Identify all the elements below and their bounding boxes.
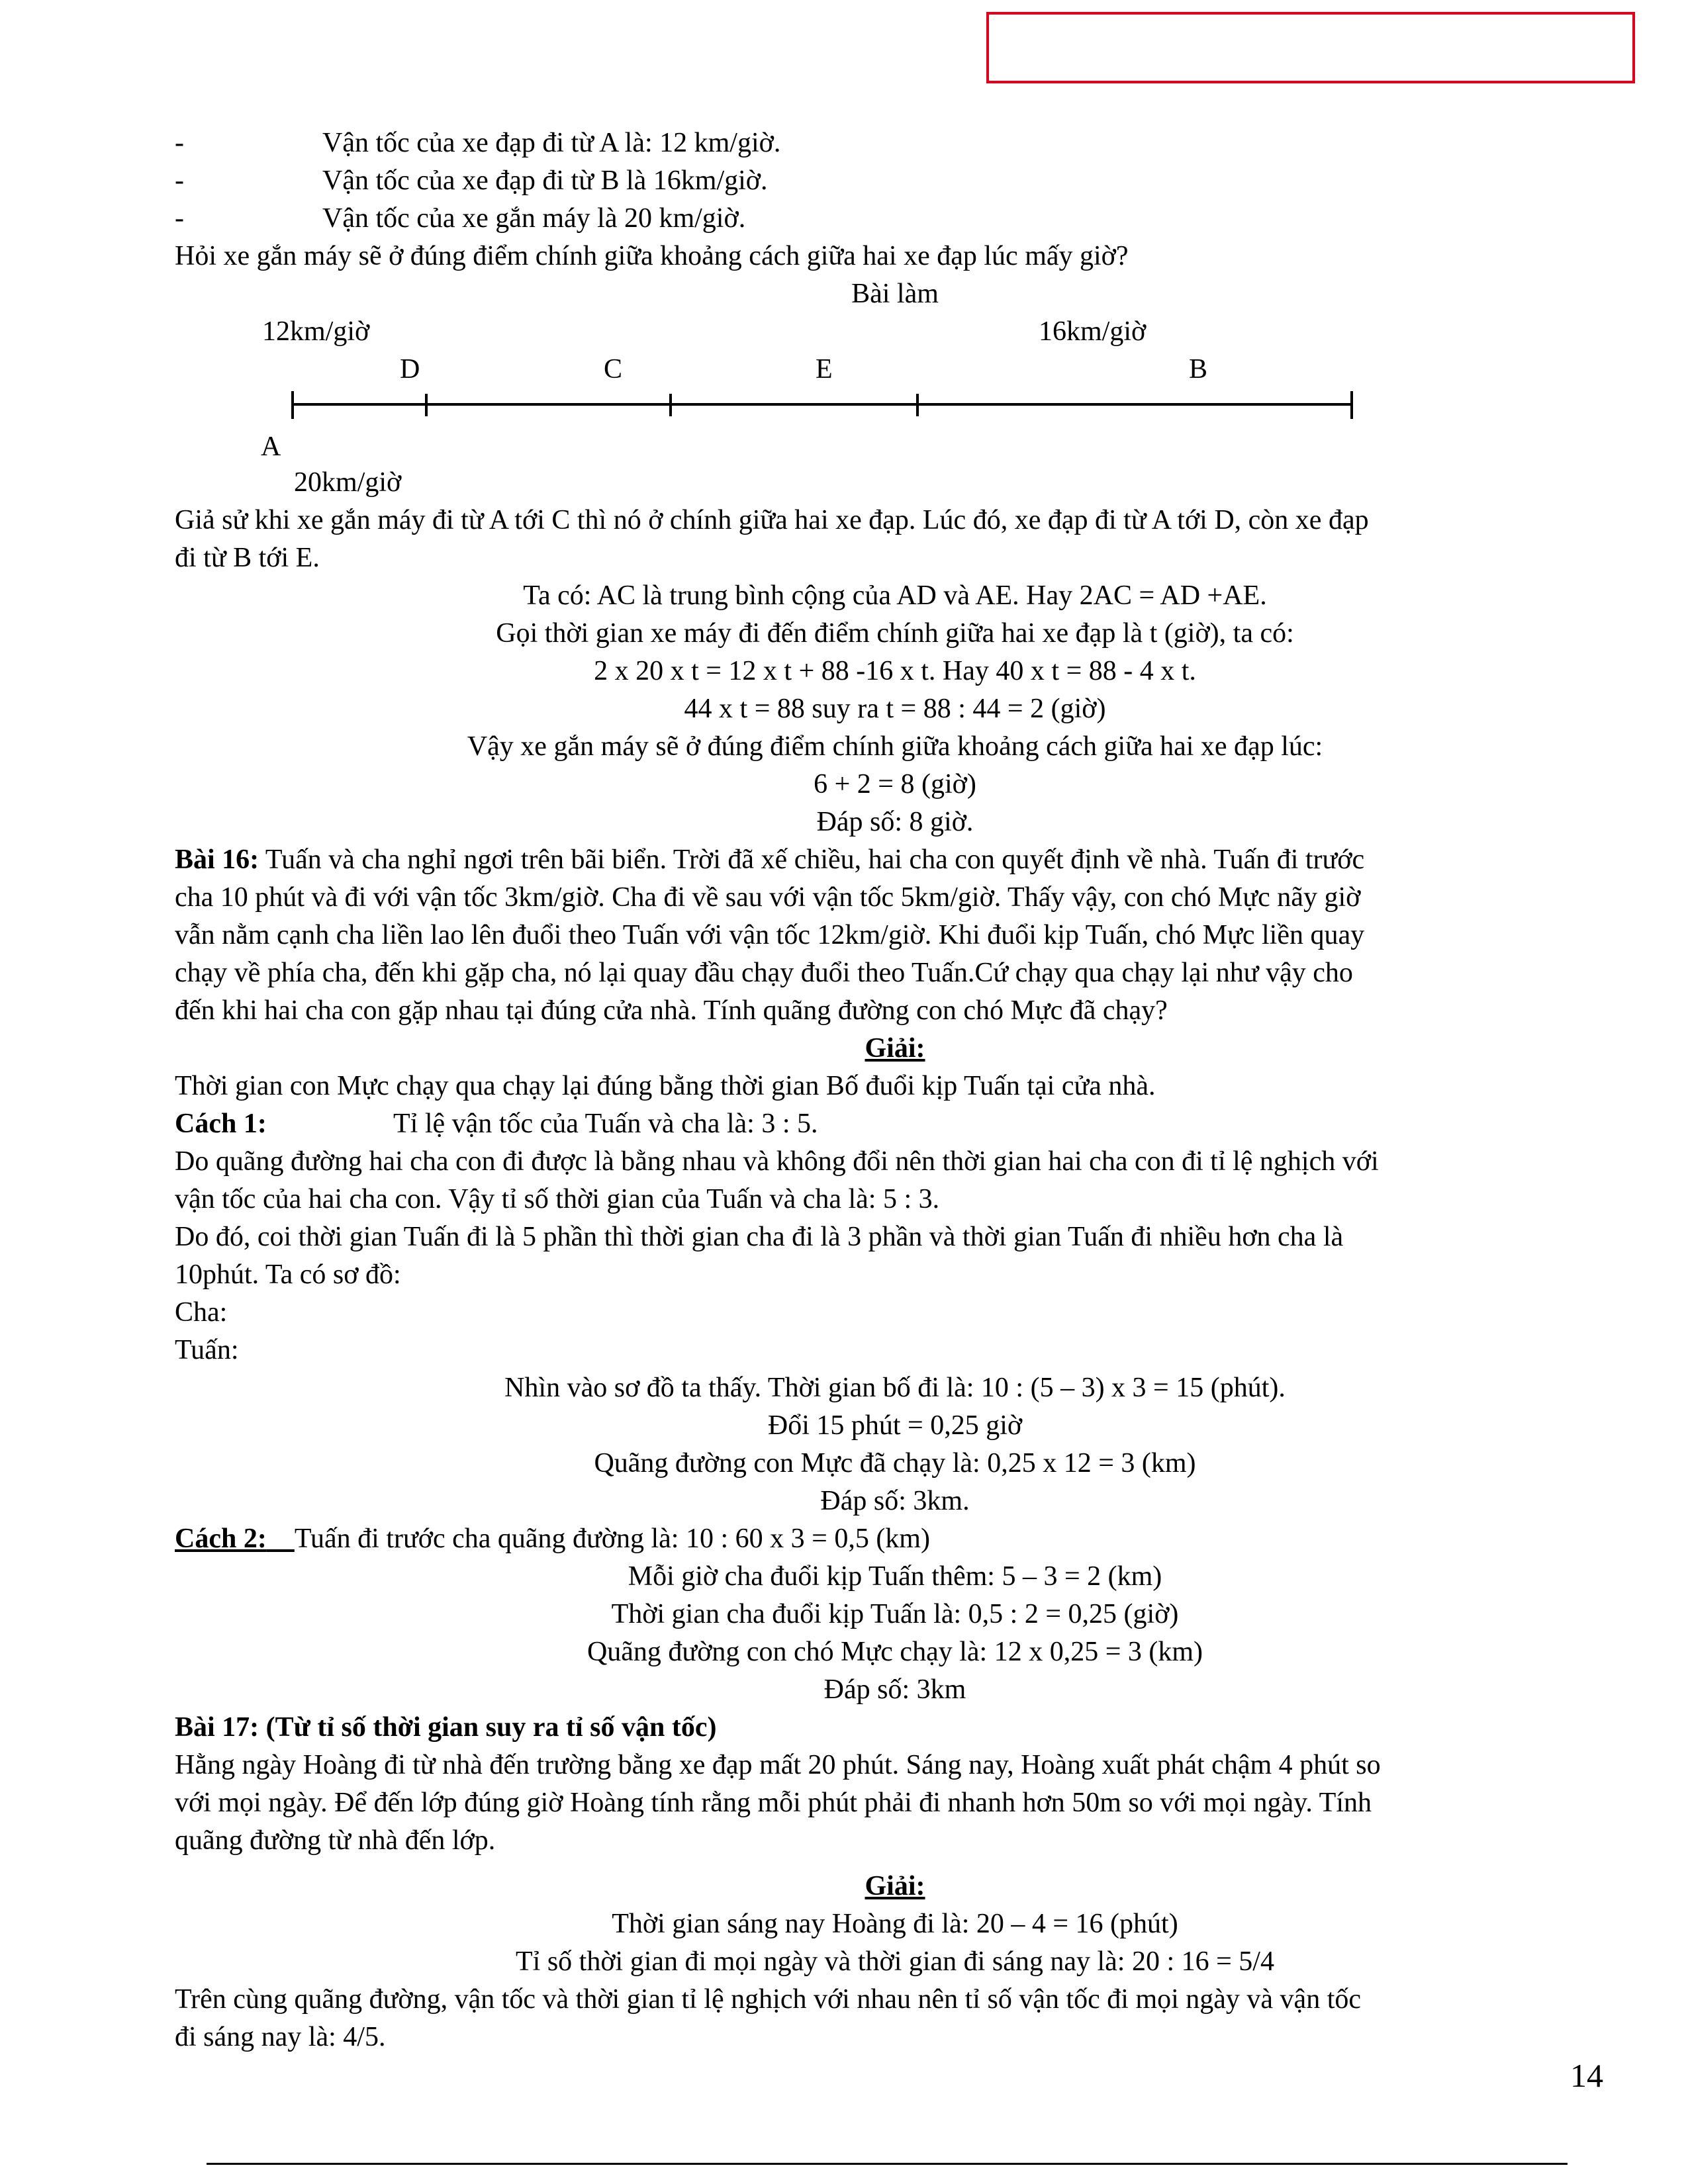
para-line: 10phút. Ta có sơ đồ: [175, 1259, 401, 1290]
page-content [175, 124, 1615, 2056]
bai16-line: cha 10 phút và đi với vận tốc 3km/giờ. Cha đi về sau với vận tốc 5km/giờ. Thấy vậy, con chó Mực nãy giờ [175, 882, 1361, 913]
tuan-label: Tuấn: [175, 1335, 239, 1365]
bai16-text: Tuấn và cha nghỉ ngơi trên bãi biển. Trời đã xế chiều, hai cha con quyết định về nhà. Tuấn đi trước [259, 844, 1365, 875]
cach2-step: Thời gian cha đuổi kịp Tuấn là: 0,5 : 2 = 0,25 (giờ) [611, 1599, 1179, 1629]
question: Hỏi xe gắn máy sẽ ở đúng điểm chính giữa khoảng cách giữa hai xe đạp lúc mấy giờ? [175, 241, 1129, 271]
bai17-final-line: đi sáng nay là: 4/5. [175, 2022, 386, 2052]
answer-line: Đáp số: 8 giờ. [816, 807, 974, 837]
cach2-step: Mỗi giờ cha đuổi kịp Tuấn thêm: 5 – 3 = 2 (km) [628, 1561, 1162, 1592]
point-b-label: B [1189, 354, 1208, 385]
giai-label: Giải: [865, 1033, 925, 1064]
cach1-step: Nhìn vào sơ đồ ta thấy. Thời gian bố đi là: 10 : (5 – 3) x 3 = 15 (phút). [504, 1373, 1286, 1403]
solution-line: 2 x 20 x t = 12 x t + 88 -16 x t. Hay 40 x t = 88 - 4 x t. [594, 656, 1196, 686]
bai17-line: Hằng ngày Hoàng đi từ nhà đến trường bằng xe đạp mất 20 phút. Sáng nay, Hoàng xuất phát chậm 4 phút so [175, 1750, 1381, 1780]
giai-heading [175, 1868, 1615, 1905]
speed-b-label: 16km/giờ [1039, 316, 1147, 347]
bai16-line [175, 841, 1615, 879]
dash-bullet: - [175, 165, 184, 196]
giai-label: Giải: [865, 1871, 925, 1901]
cach1-line [175, 1105, 1615, 1143]
solution-line: Gọi thời gian xe máy đi đến điểm chính giữa hai xe đạp là t (giờ), ta có: [496, 618, 1294, 649]
bai-lam-heading: Bài làm [851, 279, 939, 309]
intro-item [175, 162, 1615, 200]
cach2-answer: Đáp số: 3km [823, 1674, 966, 1705]
speed-a-label: 12km/giờ [262, 316, 370, 347]
bai17-line: quãng đường từ nhà đến lớp. [175, 1825, 496, 1856]
para-line: Do quãng đường hai cha con đi được là bằng nhau và không đổi nên thời gian hai cha con đi tỉ lệ nghịch với [175, 1146, 1379, 1177]
intro-item-text: Vận tốc của xe đạp đi từ A là: 12 km/giờ. [322, 128, 781, 158]
solution-line: 6 + 2 = 8 (giờ) [814, 769, 976, 799]
point-e-label: E [816, 354, 833, 385]
point-d-label: D [400, 354, 420, 385]
page-number: 14 [1570, 2057, 1603, 2094]
speed-moto-label: 20km/giờ [294, 467, 402, 498]
cach1-label: Cách 1: [175, 1109, 267, 1139]
bai17-final-line: Trên cùng quãng đường, vận tốc và thời gian tỉ lệ nghịch với nhau nên tỉ số vận tốc đi mọi ngày và vận tốc [175, 1984, 1362, 2015]
cach1-answer: Đáp số: 3km. [820, 1486, 970, 1516]
intro-item-text: Vận tốc của xe đạp đi từ B là 16km/giờ. [322, 165, 768, 196]
segment-line [175, 313, 1366, 445]
cha-label: Cha: [175, 1297, 228, 1328]
cach2-label [175, 1520, 295, 1558]
solution-line: Vậy xe gắn máy sẽ ở đúng điểm chính giữa khoảng cách giữa hai xe đạp lúc: [467, 731, 1323, 762]
bai17-line: với mọi ngày. Để đến lớp đúng giờ Hoàng tính rằng mỗi phút phải đi nhanh hơn 50m so với mọi ngày. Tính [175, 1788, 1372, 1818]
distance-diagram [175, 313, 1615, 502]
bai16-label: Bài 16: [175, 844, 259, 875]
para-line: Do đó, coi thời gian Tuấn đi là 5 phần thì thời gian cha đi là 3 phần và thời gian Tuấn đi nhiều hơn cha là [175, 1222, 1344, 1252]
cach1-text: Tỉ lệ vận tốc của Tuấn và cha là: 3 : 5. [393, 1109, 818, 1139]
header-box [986, 12, 1635, 83]
point-a-label: A [261, 432, 281, 462]
solution-line: 44 x t = 88 suy ra t = 88 : 44 = 2 (giờ) [684, 694, 1106, 724]
bai16-intro: Thời gian con Mực chạy qua chạy lại đúng bằng thời gian Bố đuổi kịp Tuấn tại cửa nhà. [175, 1071, 1156, 1101]
bai17-title: Bài 17: (Từ tỉ số thời gian suy ra tỉ số vận tốc) [175, 1712, 717, 1743]
bai16-line: vẫn nằm cạnh cha liền lao lên đuổi theo Tuấn với vận tốc 12km/giờ. Khi đuổi kịp Tuấn, chó Mực liền quay [175, 920, 1365, 950]
giai-heading [175, 1030, 1615, 1068]
para-line: vận tốc của hai cha con. Vậy tỉ số thời gian của Tuấn và cha là: 5 : 3. [175, 1184, 940, 1214]
cach2-label-text: Cách 2: [175, 1524, 267, 1554]
dash-bullet: - [175, 128, 184, 158]
footer-rule [207, 2163, 1568, 2165]
cach2-line [175, 1520, 1615, 1558]
bai16-line: chạy về phía cha, đến khi gặp cha, nó lại quay đầu chạy đuổi theo Tuấn.Cứ chạy qua chạy lại như vậy cho [175, 958, 1353, 988]
intro-item [175, 124, 1615, 162]
cach2-step: Quãng đường con chó Mực chạy là: 12 x 0,25 = 3 (km) [586, 1637, 1203, 1667]
cach1-step: Quãng đường con Mực đã chạy là: 0,25 x 12 = 3 (km) [594, 1448, 1196, 1479]
bai16-line: đến khi hai cha con gặp nhau tại đúng cửa nhà. Tính quãng đường con chó Mực đã chạy? [175, 995, 1168, 1026]
cach1-step: Đổi 15 phút = 0,25 giờ [767, 1410, 1023, 1441]
intro-item-text: Vận tốc của xe gắn máy là 20 km/giờ. [322, 203, 746, 234]
dash-bullet: - [175, 203, 184, 234]
bai17-step: Tỉ số thời gian đi mọi ngày và thời gian đi sáng nay là: 20 : 16 = 5/4 [516, 1946, 1274, 1977]
point-c-label: C [604, 354, 623, 385]
bai17-step: Thời gian sáng nay Hoàng đi là: 20 – 4 = 16 (phút) [612, 1909, 1178, 1939]
intro-item [175, 200, 1615, 238]
solution-p1-line1: Giả sử khi xe gắn máy đi từ A tới C thì nó ở chính giữa hai xe đạp. Lúc đó, xe đạp đi từ A tới D, còn xe đạp [175, 505, 1369, 535]
cach2-text: Tuấn đi trước cha quãng đường là: 10 : 60 x 3 = 0,5 (km) [294, 1524, 930, 1554]
solution-line: Ta có: AC là trung bình cộng của AD và AE. Hay 2AC = AD +AE. [523, 580, 1267, 611]
solution-p1-line2: đi từ B tới E. [175, 543, 320, 573]
